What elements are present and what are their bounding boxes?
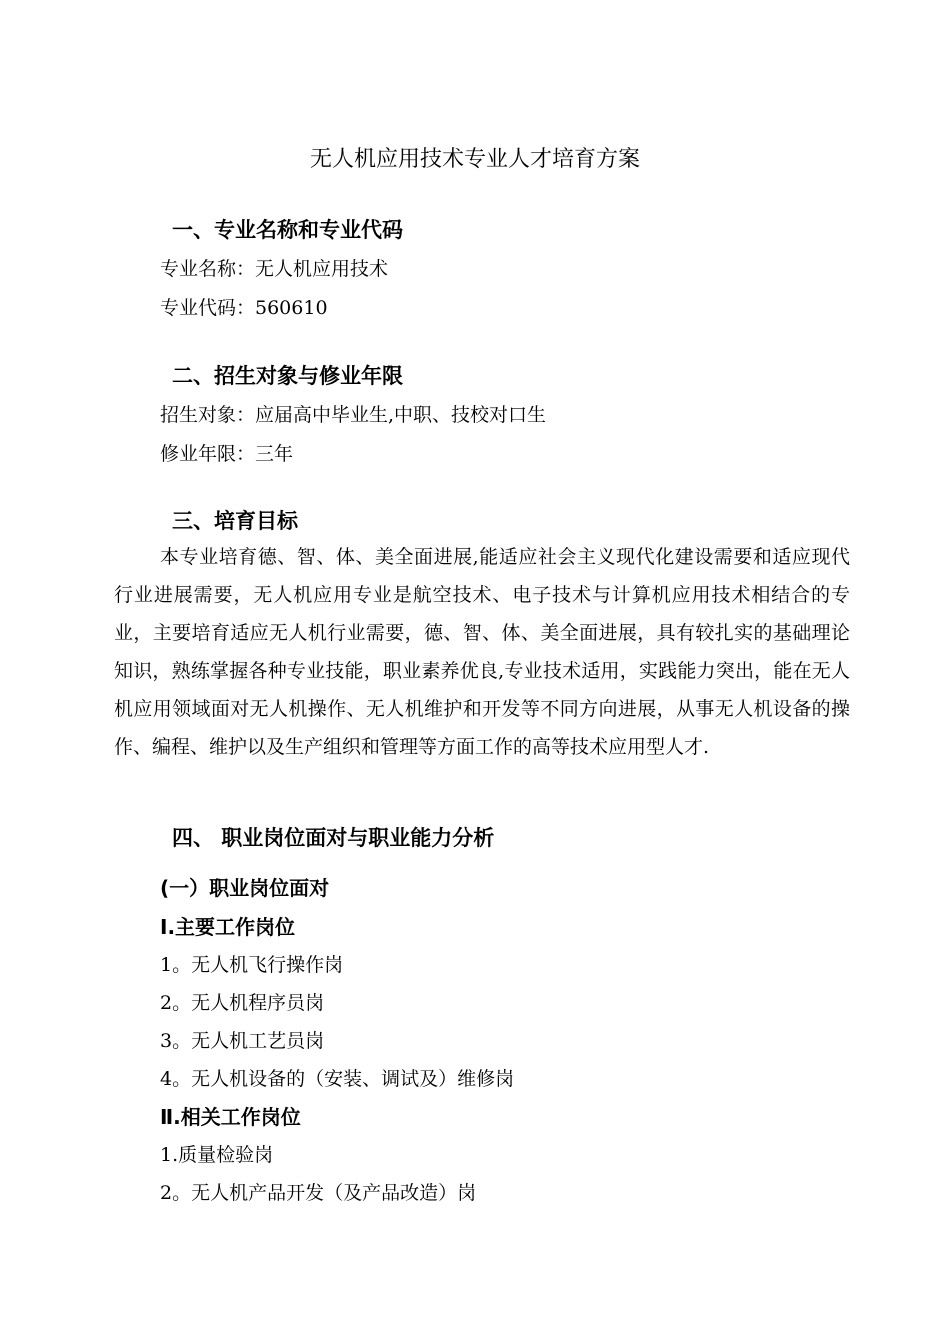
list-item: 3。无人机工艺员岗 xyxy=(160,1030,325,1052)
related-positions-heading: Ⅱ.相关工作岗位 xyxy=(160,1105,301,1129)
section-heading-1: 一、专业名称和专业代码 xyxy=(172,218,403,242)
list-item: 1。无人机飞行操作岗 xyxy=(160,954,344,976)
study-duration-line: 修业年限：三年 xyxy=(160,443,294,465)
document-title: 无人机应用技术专业人才培育方案 xyxy=(309,147,640,172)
section-heading-3: 三、培育目标 xyxy=(172,509,298,533)
section-heading-4: 四、 职业岗位面对与职业能力分析 xyxy=(172,826,495,850)
training-goal-paragraph: 本专业培育德、智、体、美全面进展,能适应社会主义现代化建设需要和适应现代行业进展需要，无人机应用专业是航空技术、电子技术与计算机应用技术相结合的专业，主要培育适应无人机行业需要，德、智、体、美全面进展，具有较扎实的基础理论知识，熟练掌握各种专业技能，职业素养优良,专业技术适用，实践能力突出，能在无人机应用领域面对无人机操作、无人机维护和开发等不同方向进展，从事无人机设备的操作、编程、维护以及生产组织和管理等方面工作的高等技术应用型人才. xyxy=(114,546,850,758)
subsection-heading: (一）职业岗位面对 xyxy=(160,876,330,900)
major-code-line: 专业代码：560610 xyxy=(160,297,328,319)
list-item: 4。无人机设备的（安装、调试及）维修岗 xyxy=(160,1068,515,1090)
enrollment-target-line: 招生对象：应届高中毕业生,中职、技校对口生 xyxy=(160,404,547,426)
main-positions-heading: Ⅰ.主要工作岗位 xyxy=(160,915,296,939)
list-item: 1.质量检验岗 xyxy=(160,1144,274,1166)
list-item: 2。无人机程序员岗 xyxy=(160,992,325,1014)
list-item: 2。无人机产品开发（及产品改造）岗 xyxy=(160,1182,477,1204)
major-name-line: 专业名称：无人机应用技术 xyxy=(160,258,389,280)
section-heading-2: 二、招生对象与修业年限 xyxy=(172,364,403,388)
